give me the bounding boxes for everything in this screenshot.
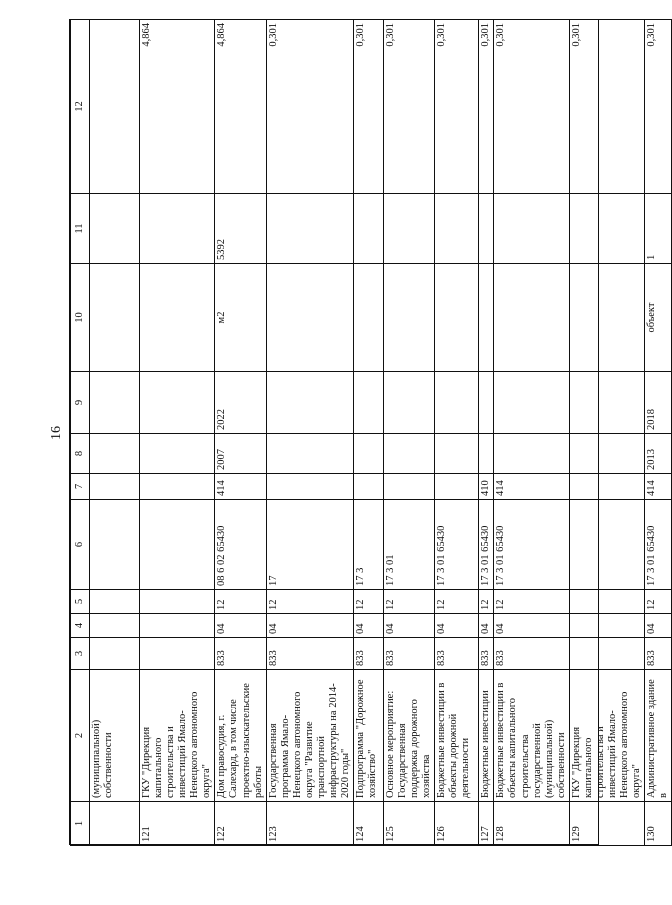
column-header: 9 — [71, 372, 90, 434]
cell-col-7: 414 — [215, 474, 266, 500]
cell-col-8 — [384, 434, 435, 474]
cell-col-4: 04 — [354, 614, 384, 638]
column-header: 10 — [71, 264, 90, 372]
column-header: 4 — [71, 614, 90, 638]
cell-col-12: 0,301 — [354, 20, 384, 194]
document-table-frame — [69, 19, 670, 845]
cell-col-4: 04 — [479, 614, 494, 638]
cell-col-3: 833 — [645, 638, 672, 670]
cell-col-6 — [140, 500, 215, 590]
cell-col-11 — [479, 194, 494, 264]
cell-col-6: 17 3 01 65430 — [494, 500, 569, 590]
cell-col-3 — [569, 638, 644, 670]
page-number: 16 — [49, 426, 64, 440]
cell-col-1: 124 — [354, 802, 384, 846]
cell-col-8 — [266, 434, 353, 474]
cell-col-5 — [140, 590, 215, 614]
cell-col-7 — [266, 474, 353, 500]
column-header: 1 — [71, 802, 90, 846]
cell-col-8 — [435, 434, 479, 474]
column-header: 8 — [71, 434, 90, 474]
cell-col-4: 04 — [384, 614, 435, 638]
column-header: 2 — [71, 670, 90, 802]
cell-col-11 — [384, 194, 435, 264]
cell-col-3: 833 — [354, 638, 384, 670]
cell-col-8 — [479, 434, 494, 474]
cell-col-12: 0,301 — [435, 20, 479, 194]
cell-col-9 — [435, 372, 479, 434]
budget-table — [70, 19, 672, 846]
cell-col-7: 410 — [479, 474, 494, 500]
cell-col-3: 833 — [435, 638, 479, 670]
cell-col-4 — [140, 614, 215, 638]
table-row — [215, 20, 266, 846]
cell-col-11 — [435, 194, 479, 264]
cell-col-9 — [266, 372, 353, 434]
cell-col-3: 833 — [479, 638, 494, 670]
cell-col-9 — [90, 372, 140, 434]
cell-col-12: 4,864 — [215, 20, 266, 194]
cell-col-10: объект — [645, 264, 672, 372]
cell-col-3: 833 — [384, 638, 435, 670]
table-row — [479, 20, 494, 846]
cell-col-4 — [569, 614, 644, 638]
cell-col-12: 0,301 — [479, 20, 494, 194]
cell-col-12 — [90, 20, 140, 194]
cell-col-9 — [354, 372, 384, 434]
cell-col-1: 121 — [140, 802, 215, 846]
cell-col-5: 12 — [645, 590, 672, 614]
cell-col-2: Подпрограмма "Дорожное хозяйство" — [354, 670, 384, 802]
cell-col-1: 123 — [266, 802, 353, 846]
cell-col-8 — [140, 434, 215, 474]
cell-col-3: 833 — [266, 638, 353, 670]
cell-col-5 — [90, 590, 140, 614]
cell-col-6: 17 — [266, 500, 353, 590]
cell-col-8: 2013 — [645, 434, 672, 474]
column-header: 11 — [71, 194, 90, 264]
cell-col-9: 2018 — [645, 372, 672, 434]
cell-col-6: 17 3 — [354, 500, 384, 590]
cell-col-1: 126 — [435, 802, 479, 846]
cell-col-10 — [354, 264, 384, 372]
cell-col-11: 5392 — [215, 194, 266, 264]
cell-col-11 — [494, 194, 569, 264]
cell-col-4: 04 — [645, 614, 672, 638]
cell-col-1: 128 — [494, 802, 569, 846]
cell-col-1: 125 — [384, 802, 435, 846]
cell-col-6: 17 3 01 65430 — [435, 500, 479, 590]
cell-col-9 — [479, 372, 494, 434]
cell-col-2: Административное здание в — [645, 670, 672, 802]
cell-col-2: (муниципальной) собственности — [90, 670, 140, 802]
cell-col-9 — [569, 372, 644, 434]
cell-col-9 — [140, 372, 215, 434]
cell-col-7 — [140, 474, 215, 500]
cell-col-10 — [384, 264, 435, 372]
cell-col-8 — [569, 434, 644, 474]
cell-col-5: 12 — [494, 590, 569, 614]
cell-col-1: 130 — [645, 802, 672, 846]
cell-col-6: 17 3 01 65430 — [645, 500, 672, 590]
cell-col-12: 0,301 — [266, 20, 353, 194]
cell-col-8: 2007 — [215, 434, 266, 474]
cell-col-7 — [90, 474, 140, 500]
cell-col-1: 129 — [569, 802, 644, 846]
cell-col-5: 12 — [435, 590, 479, 614]
cell-col-12: 0,301 — [384, 20, 435, 194]
cell-col-4: 04 — [435, 614, 479, 638]
table-row — [90, 20, 140, 846]
cell-col-4: 04 — [494, 614, 569, 638]
cell-col-6 — [569, 500, 644, 590]
table-row — [354, 20, 384, 846]
column-header: 3 — [71, 638, 90, 670]
table-row — [569, 20, 644, 846]
cell-col-11 — [140, 194, 215, 264]
cell-col-12: 0,301 — [645, 20, 672, 194]
cell-col-10 — [90, 264, 140, 372]
cell-col-10 — [479, 264, 494, 372]
table-row — [384, 20, 435, 846]
cell-col-8 — [90, 434, 140, 474]
cell-col-7: 414 — [645, 474, 672, 500]
cell-col-8 — [354, 434, 384, 474]
cell-col-2: ГКУ "Дирекция капитального строительства и инвестиций Ямало-Ненецкого автономного округа" — [569, 670, 644, 802]
cell-col-2: Дом правосудия, г. Салехард, в том числе проектно-изыскательские работы — [215, 670, 266, 802]
table-row — [494, 20, 569, 846]
cell-col-5: 12 — [215, 590, 266, 614]
cell-col-9 — [494, 372, 569, 434]
cell-col-2: Государственная программа Ямало-Ненецкого автономного округа "Развитие транспортной инфраструктуры на 2014-2020 годы" — [266, 670, 353, 802]
table-row — [645, 20, 672, 846]
cell-col-5 — [569, 590, 644, 614]
cell-col-11 — [90, 194, 140, 264]
cell-col-4: 04 — [215, 614, 266, 638]
cell-col-10: м2 — [215, 264, 266, 372]
cell-col-11 — [266, 194, 353, 264]
cell-col-1: 122 — [215, 802, 266, 846]
cell-col-10 — [140, 264, 215, 372]
cell-col-6: 17 3 01 65430 — [479, 500, 494, 590]
cell-col-2: ГКУ "Дирекция капитального строительства и инвестиций Ямало-Ненецкого автономного округа" — [140, 670, 215, 802]
cell-col-10 — [435, 264, 479, 372]
cell-col-11 — [354, 194, 384, 264]
column-header: 6 — [71, 500, 90, 590]
cell-col-7 — [569, 474, 644, 500]
cell-col-10 — [266, 264, 353, 372]
cell-col-5: 12 — [266, 590, 353, 614]
cell-col-1 — [90, 802, 140, 846]
cell-col-3 — [90, 638, 140, 670]
cell-col-2: Основное мероприятие: Государственная поддержка дорожного хозяйства — [384, 670, 435, 802]
table-row — [140, 20, 215, 846]
cell-col-7: 414 — [494, 474, 569, 500]
cell-col-2: Бюджетные инвестиции — [479, 670, 494, 802]
cell-col-7 — [384, 474, 435, 500]
cell-col-7 — [435, 474, 479, 500]
cell-col-9: 2022 — [215, 372, 266, 434]
column-header: 12 — [71, 20, 90, 194]
cell-col-4: 04 — [266, 614, 353, 638]
cell-col-1: 127 — [479, 802, 494, 846]
cell-col-12: 0,301 — [569, 20, 644, 194]
cell-col-5: 12 — [354, 590, 384, 614]
cell-col-7 — [354, 474, 384, 500]
cell-col-5: 12 — [384, 590, 435, 614]
cell-col-6: 08 6 02 65430 — [215, 500, 266, 590]
table-row — [266, 20, 353, 846]
column-header: 5 — [71, 590, 90, 614]
cell-col-3: 833 — [215, 638, 266, 670]
cell-col-5: 12 — [479, 590, 494, 614]
cell-col-11: 1 — [645, 194, 672, 264]
cell-col-10 — [569, 264, 644, 372]
cell-col-10 — [494, 264, 569, 372]
header-row — [71, 20, 90, 846]
cell-col-6 — [90, 500, 140, 590]
column-header: 7 — [71, 474, 90, 500]
cell-col-8 — [494, 434, 569, 474]
cell-col-12: 4,864 — [140, 20, 215, 194]
cell-col-11 — [569, 194, 644, 264]
cell-col-2: Бюджетные инвестиции в объекты дорожной деятельности — [435, 670, 479, 802]
cell-col-2: Бюджетные инвестиции в объекты капитального строительства государственной (муниципальной) собственности — [494, 670, 569, 802]
cell-col-6: 17 3 01 — [384, 500, 435, 590]
cell-col-4 — [90, 614, 140, 638]
table-row — [435, 20, 479, 846]
cell-col-3 — [140, 638, 215, 670]
cell-col-12: 0,301 — [494, 20, 569, 194]
cell-col-3: 833 — [494, 638, 569, 670]
cell-col-9 — [384, 372, 435, 434]
